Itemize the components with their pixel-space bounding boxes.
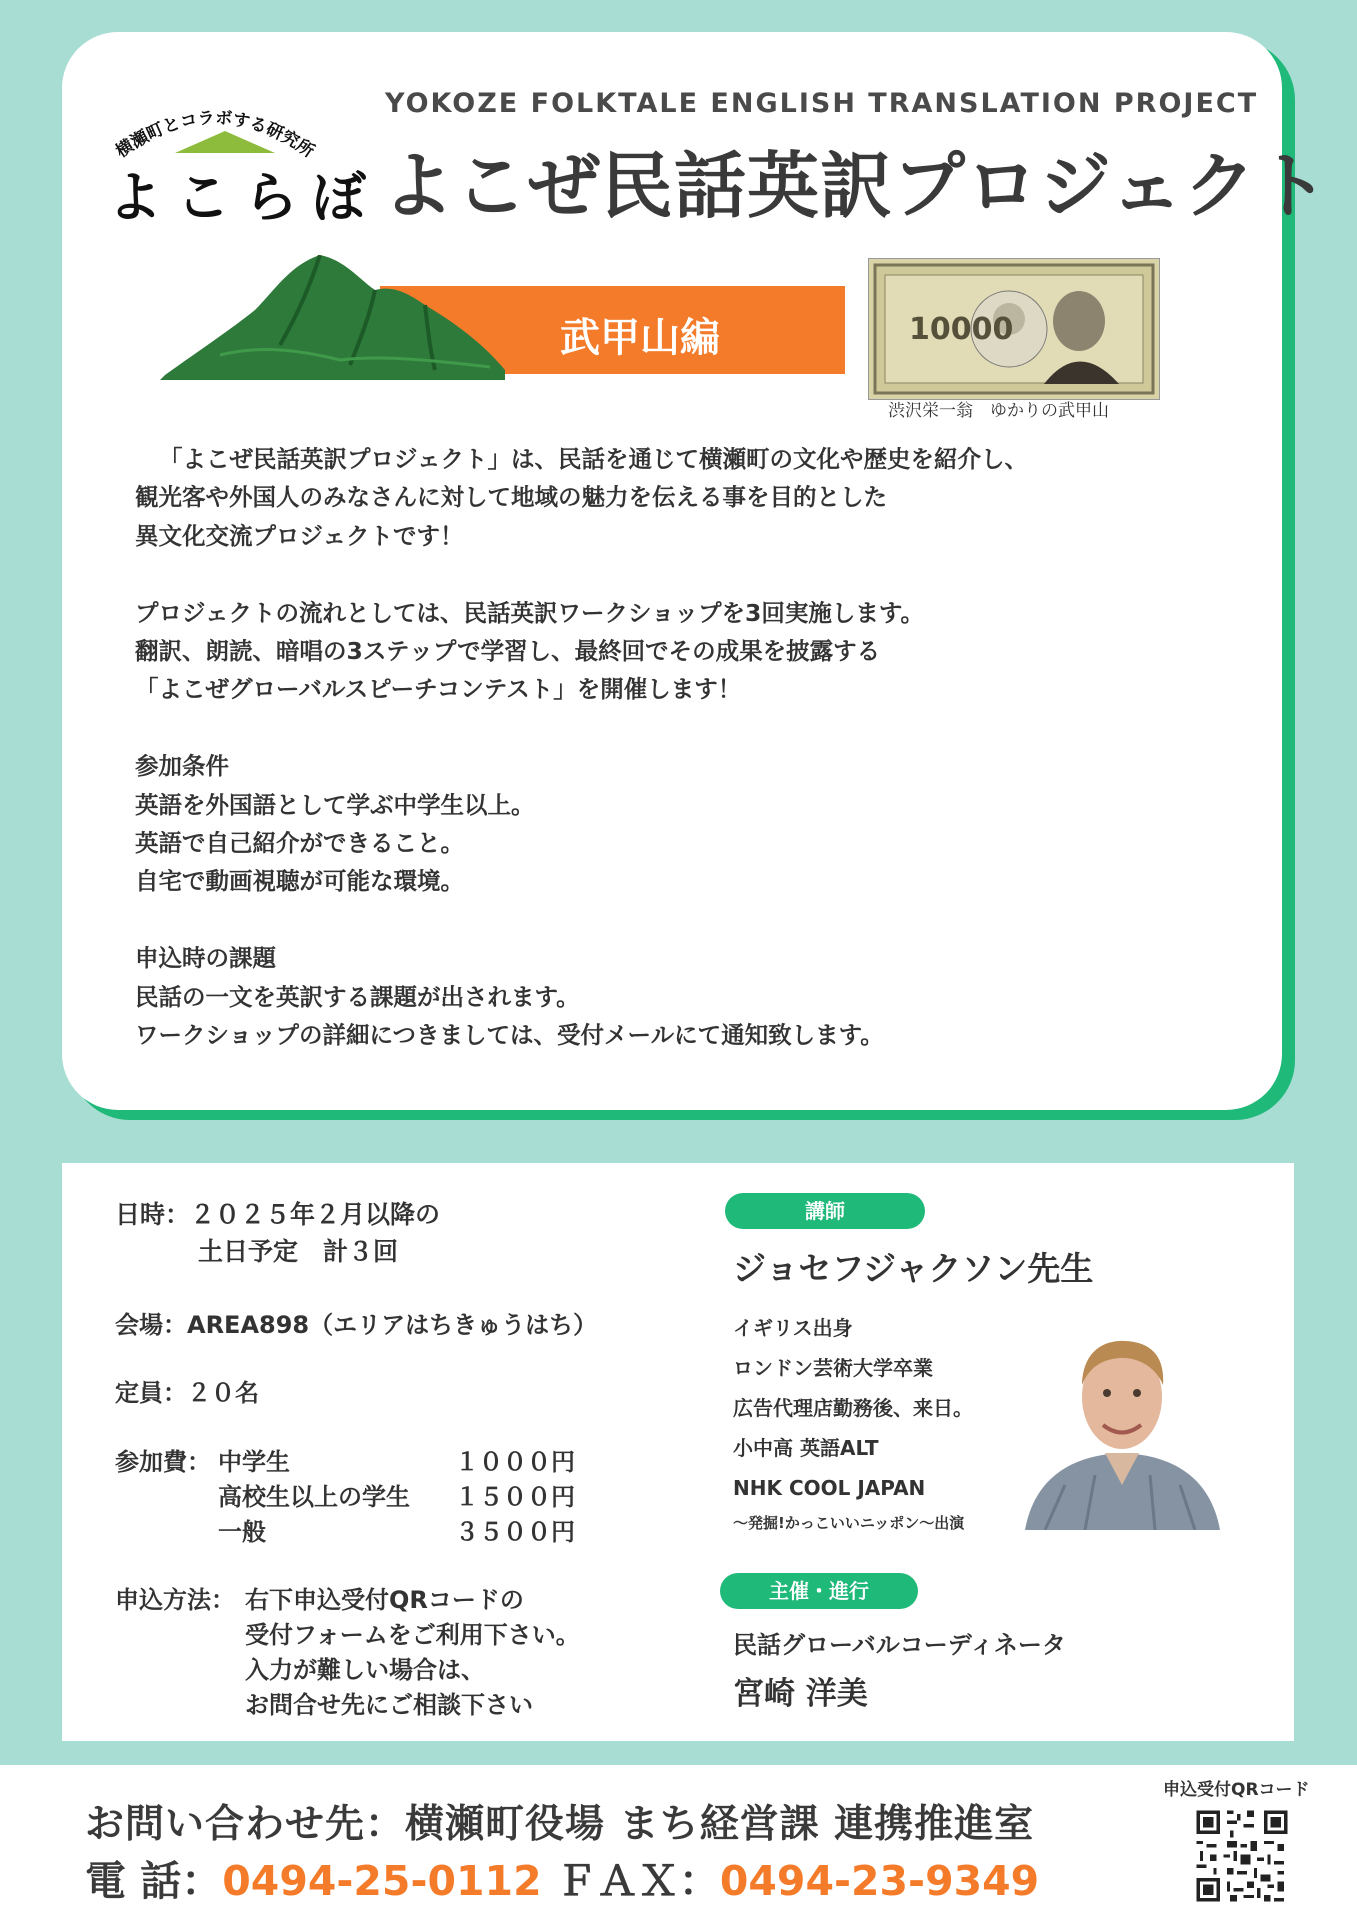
fee-who: 一般 [218, 1518, 266, 1546]
title-english: YOKOZE FOLKTALE ENGLISH TRANSLATION PROJECT [385, 88, 1259, 119]
apply-line: お問合せ先にご相談下さい [245, 1691, 533, 1719]
phone-fax-line [85, 1848, 1039, 1907]
conditions-heading: 参加条件 [135, 752, 229, 781]
event-date-detail: 土日予定 計３回 [198, 1237, 399, 1266]
fee-label: 参加費： [115, 1448, 211, 1476]
task-heading: 申込時の課題 [135, 944, 276, 973]
bio-line: NHK COOL JAPAN [733, 1476, 926, 1500]
fax-number: 0494-23-9349 [719, 1857, 1040, 1905]
teacher-bio [733, 1308, 973, 1538]
fee-who: 高校生以上の学生 [218, 1483, 410, 1511]
fee-price: １５００円 [455, 1483, 575, 1511]
fee-who: 中学生 [218, 1448, 290, 1476]
intro-line: 観光客や外国人のみなさんに対して地域の魅力を伝える事を目的とした [135, 483, 887, 512]
logo-name: よこらぼ [108, 166, 380, 229]
title-japanese: よこぜ民話英訳プロジェクト [382, 144, 1330, 228]
mountain-icon [160, 255, 510, 380]
tel-number[interactable]: 0494-25-0112 [222, 1857, 542, 1905]
yokolabo-logo [100, 95, 380, 229]
event-venue: 会場：AREA898（エリアはちきゅうはち） [115, 1311, 598, 1339]
bill-caption: 渋沢栄一翁 ゆかりの武甲山 [888, 401, 1109, 421]
organizer-role: 民話グローバルコーディネータ [733, 1631, 1066, 1659]
teacher-pill: 講師 [725, 1193, 925, 1229]
fee-price: １０００円 [455, 1448, 575, 1476]
task-item: 民話の一文を英訳する課題が出されます。 [135, 982, 580, 1011]
fee-price: ３５００円 [455, 1518, 575, 1546]
intro-line: 「よこぜ民話英訳プロジェクト」は、民話を通じて横瀬町の文化や歴史を紹介し、 [159, 445, 1029, 473]
logo-mountain-icon [175, 131, 275, 153]
teacher-photo [1025, 1325, 1220, 1530]
bio-line: イギリス出身 [733, 1316, 853, 1340]
apply-line: 受付フォームをご利用下さい。 [245, 1621, 580, 1649]
apply-line: 右下申込受付QRコードの [245, 1586, 524, 1614]
event-capacity: 定員：２０名 [115, 1379, 259, 1407]
apply-line: 入力が難しい場合は、 [245, 1656, 485, 1684]
bio-line: 小中高 英語ALT [733, 1436, 879, 1460]
qr-label: 申込受付QRコード [1163, 1780, 1310, 1800]
condition-item: 自宅で動画視聴が可能な環境。 [135, 867, 464, 896]
contact-line: お問い合わせ先：横瀬町役場 まち経営課 連携推進室 [85, 1802, 1035, 1847]
qr-code-icon[interactable] [1193, 1807, 1291, 1905]
tel-label: 電 話： [85, 1857, 223, 1905]
intro-line: 異文化交流プロジェクトです！ [135, 521, 464, 550]
condition-item: 英語を外国語として学ぶ中学生以上。 [135, 790, 535, 819]
condition-item: 英語で自己紹介ができること。 [135, 829, 464, 858]
logo-arc-text: 横瀬町とコラボする研究所 [112, 108, 318, 162]
intro-line: プロジェクトの流れとしては、民話英訳ワークショップを3回実施します。 [135, 598, 925, 627]
bio-line: ロンドン芸術大学卒業 [733, 1356, 933, 1380]
teacher-name: ジョセフジャクソン先生 [733, 1249, 1094, 1288]
banner-label: 武甲山編 [560, 315, 720, 361]
intro-line: 「よこぜグローバルスピーチコンテスト」を開催します！ [135, 675, 742, 704]
bio-small: ～発掘!かっこいいニッポン～出演 [733, 1514, 965, 1532]
bill-value: 10000 [909, 312, 1014, 347]
organizer-pill: 主催・進行 [720, 1573, 918, 1609]
banknote-image [868, 258, 1160, 400]
intro-line: 翻訳、朗読、暗唱の3ステップで学習し、最終回でその成果を披露する [135, 637, 881, 666]
event-date: 日時：２０２５年２月以降の [115, 1200, 441, 1229]
bio-line: 広告代理店勤務後、来日。 [733, 1396, 973, 1420]
task-item: ワークショップの詳細につきましては、受付メールにて通知致します。 [135, 1021, 884, 1050]
organizer-name: 宮崎 洋美 [733, 1676, 868, 1712]
fax-label: ＦＡＸ： [541, 1857, 720, 1905]
apply-label: 申込方法： [115, 1586, 235, 1614]
intro-text [135, 440, 1235, 1054]
